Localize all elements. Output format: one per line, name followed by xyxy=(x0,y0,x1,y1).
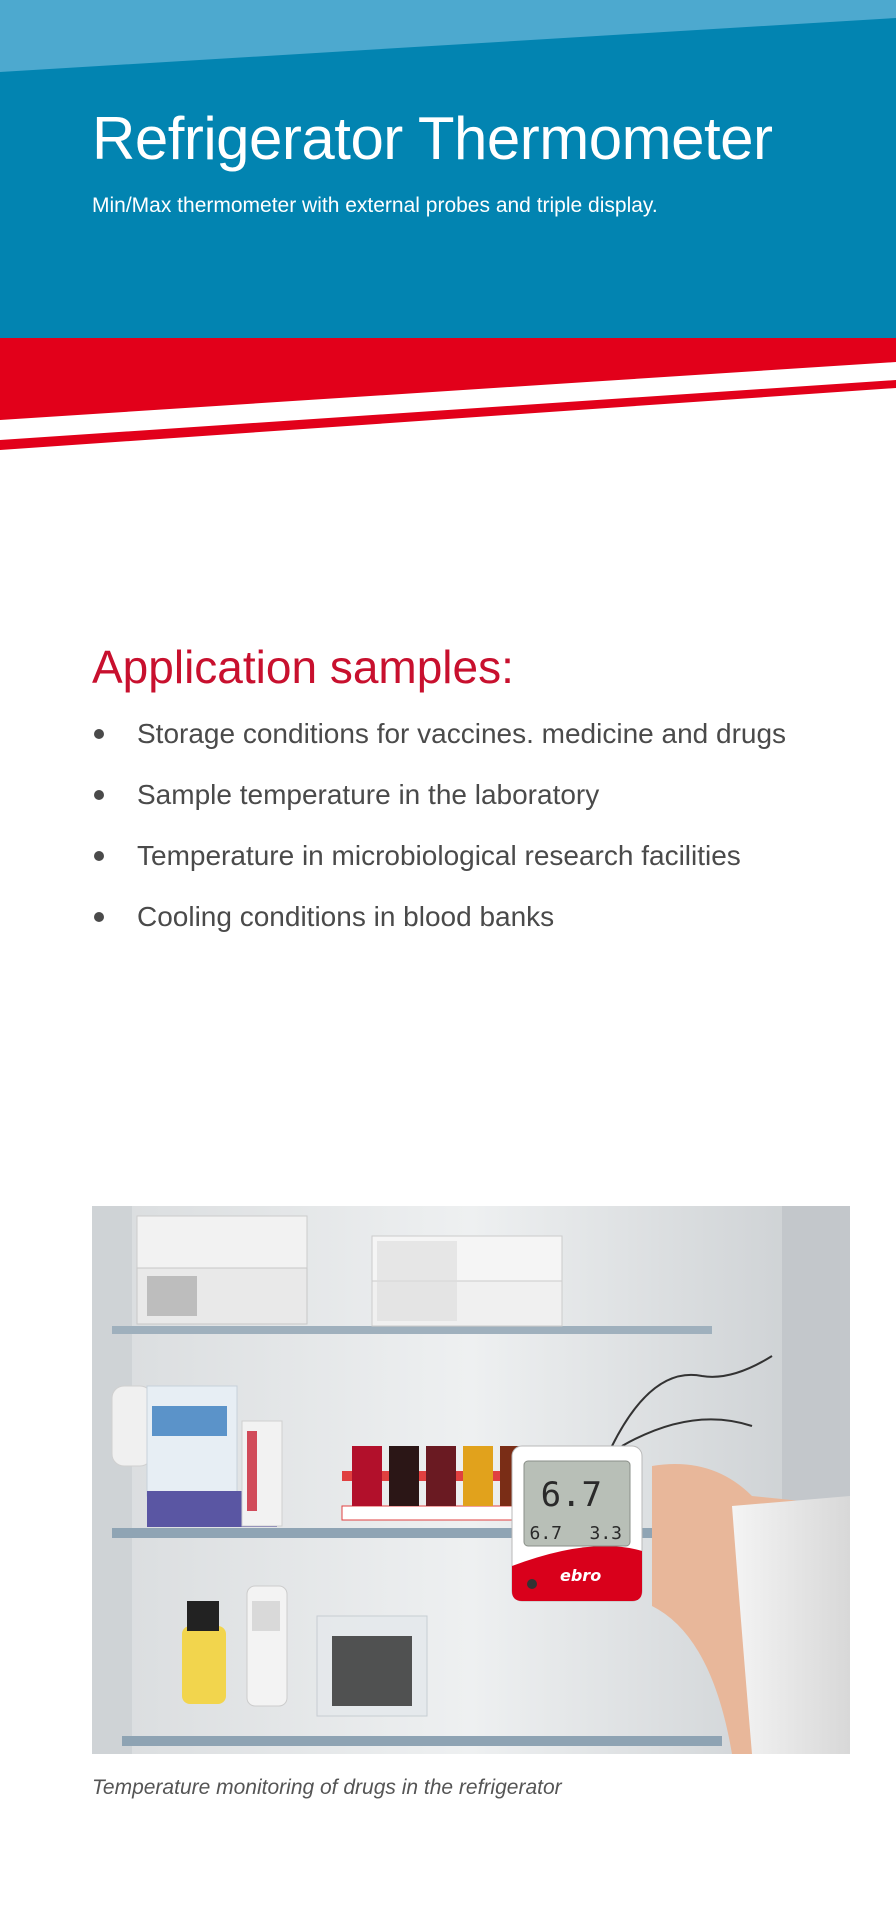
bullet-icon xyxy=(94,729,104,739)
application-samples-heading: Application samples: xyxy=(92,641,514,693)
page-title: Refrigerator Thermometer xyxy=(92,105,773,172)
page-subtitle: Min/Max thermometer with external probes and triple display. xyxy=(92,194,658,217)
application-list xyxy=(92,716,882,960)
shelf xyxy=(122,1736,722,1746)
header-banner xyxy=(0,0,896,460)
bullet-icon xyxy=(94,851,104,861)
application-item xyxy=(92,716,882,777)
application-item xyxy=(92,838,882,899)
display-main-reading: 6.7 xyxy=(540,1475,602,1515)
shelf xyxy=(112,1326,712,1334)
device-button-icon xyxy=(527,1579,537,1589)
refrigerator-photo xyxy=(92,1206,850,1754)
bullet-icon xyxy=(94,912,104,922)
ebro-logo: ebro xyxy=(560,1566,602,1585)
application-item-text: Sample temperature in the laboratory xyxy=(137,779,600,810)
application-item-text: Storage conditions for vaccines. medicine and drugs xyxy=(137,718,787,749)
bullet-icon xyxy=(94,790,104,800)
display-max-reading: 3.3 xyxy=(589,1523,622,1544)
application-item-text: Temperature in microbiological research facilities xyxy=(137,840,741,871)
display-min-reading: 6.7 xyxy=(529,1523,562,1544)
application-item xyxy=(92,899,882,960)
application-item xyxy=(92,777,882,838)
photo-caption: Temperature monitoring of drugs in the refrigerator xyxy=(92,1776,562,1799)
refrigerator-illustration xyxy=(92,1206,850,1754)
application-item-text: Cooling conditions in blood banks xyxy=(137,901,555,932)
thermometer-device xyxy=(512,1446,642,1601)
